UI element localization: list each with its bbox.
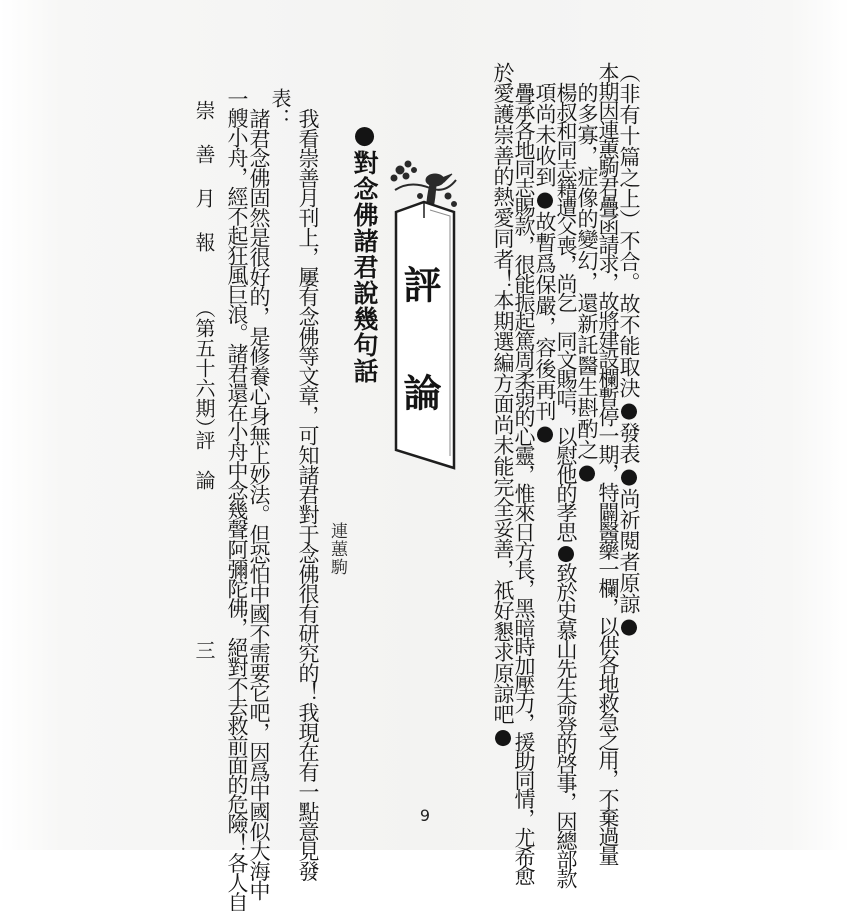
note-column-2: 本期因連蕙駒君疊函請求，故將建設欄暫停一期，特闢醫藥一欄，以供各地救急之用，不棄過量 bbox=[596, 62, 620, 865]
note-column-4: 楊叔和同志籍遭父喪，尚乞 同文賜唁，以慰他的孝思●致於史慕山先生命登的啓事，因總部款 bbox=[554, 82, 578, 888]
footer-issue: （第五十六期） bbox=[192, 298, 216, 438]
article-title: ●對念佛諸君說幾句話 bbox=[350, 120, 379, 384]
article-body-column-3: 諸君念佛固然是很好的，是修養心身無上妙法。但恐怕中國不需要它吧，因爲中國似大海中 bbox=[247, 108, 271, 901]
article-body-column-4: 一艘小舟，經不起狂風巨浪。諸君還在小舟中念幾聲阿彌陀佛，絕對不去救前面的危險！各人自 bbox=[225, 88, 249, 911]
article-body-column-2: 表： bbox=[268, 88, 292, 128]
note-column-3: 的多寡，症像的變幻，還新託醫生斟酌之● bbox=[575, 82, 599, 484]
note-column-7: 於愛護崇善的熱愛同者！本期選編方面尚未能完全妥善，祇好懇求原諒吧● bbox=[491, 62, 515, 749]
page-number: 9 bbox=[419, 806, 431, 825]
note-column-1: （非有十篇之上）不合。故不能取決●發表●尚祈閱者原諒● bbox=[617, 62, 641, 638]
note-column-6: 疊承各地同志賜款，很能振起篤周柔弱的心靈，惟來日方長，黑暗時加壓力，援助同情，尤希愈 bbox=[512, 82, 536, 885]
footer-page: 三 bbox=[192, 640, 216, 660]
article-body-column-1: 我看崇善月刊上，屢有念佛等文章，可知諸君對于念佛很有研究的！我現在有一點意見發 bbox=[296, 108, 320, 881]
note-column-5: 項尚未收到●故暫爲保嚴，容後再刊● bbox=[533, 82, 557, 445]
banner-label: 評 論 bbox=[397, 265, 442, 427]
article-author: 連蕙駒 bbox=[327, 522, 347, 576]
footer-publication: 崇 善 月 報 bbox=[192, 100, 216, 254]
footer-section: 評 論 bbox=[192, 430, 216, 490]
